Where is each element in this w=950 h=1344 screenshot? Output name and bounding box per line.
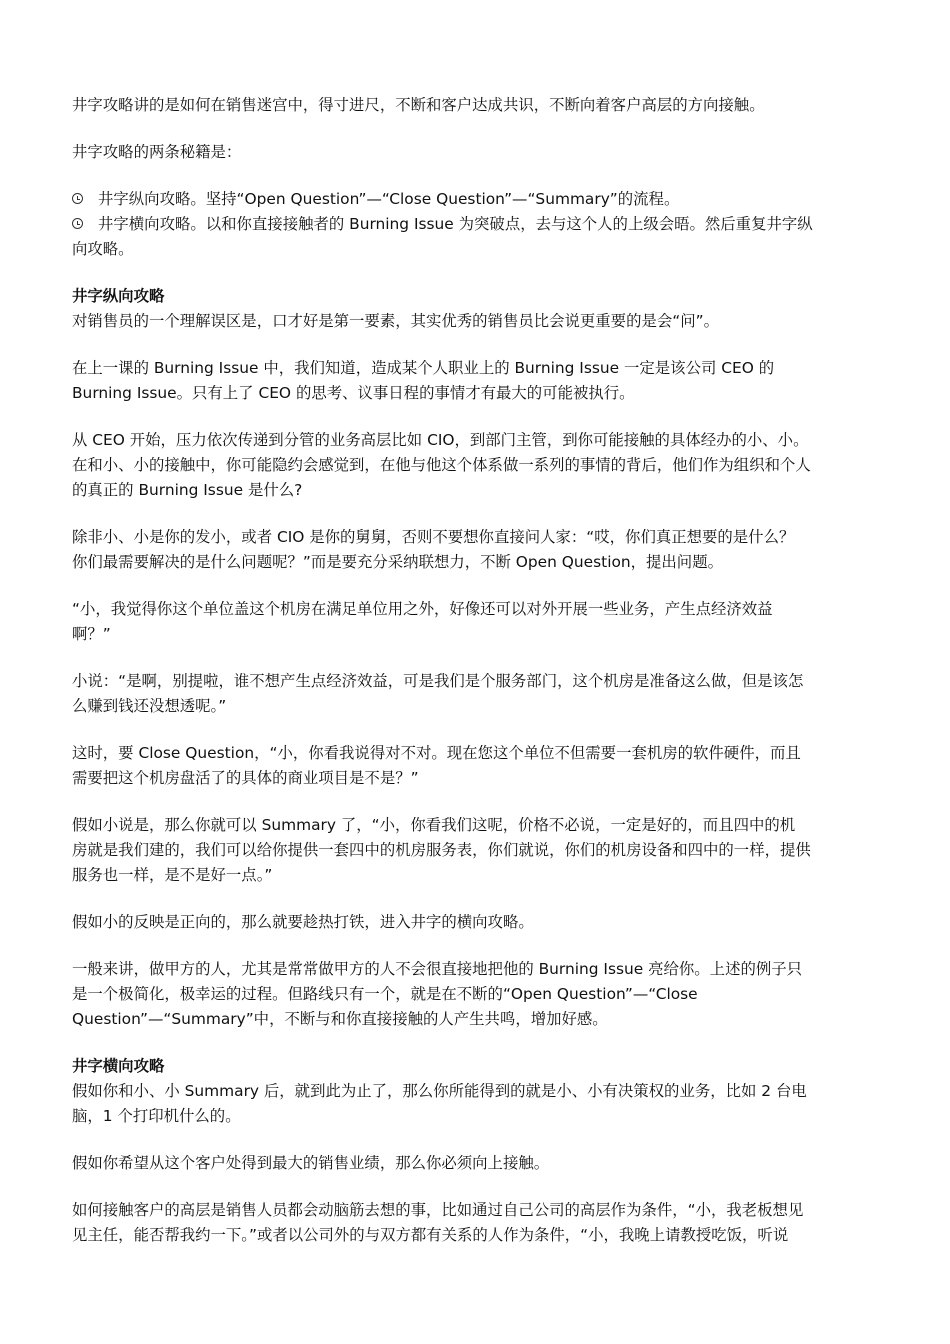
paragraph-line: Burning Issue。只有上了 CEO 的思考、议事日程的事情才有最大的可能被执行。 xyxy=(72,384,635,402)
paragraph-line: 的真正的 Burning Issue 是什么? xyxy=(72,481,303,499)
bullet-text: 井字横向攻略。以和你直接接触者的 Burning Issue 为突破点，去与这个人的上级会晤。然后重复井字纵 xyxy=(98,215,813,233)
clock-icon xyxy=(72,193,83,204)
paragraph-line: 服务也一样，是不是好一点。” xyxy=(72,866,273,884)
bullet-continuation: 向攻略。 xyxy=(72,240,134,258)
paragraph-line: 你们最需要解决的是什么问题呢？”而是要充分采纳联想力，不断 Open Question，提出问题。 xyxy=(72,553,723,571)
paragraph-line: 除非小、小是你的发小，或者 CIO 是你的舅舅，否则不要想你直接问人家：“哎，你们真正想要的是什么？ xyxy=(72,528,795,546)
paragraph-line: 假如小说是，那么你就可以 Summary 了，“小，你看我们这呢，价格不必说，一定是好的，而且四中的机 xyxy=(72,816,796,834)
paragraph-line: 需要把这个机房盘活了的具体的商业项目是不是？” xyxy=(72,769,419,787)
paragraph-secrets-intro: 井字攻略的两条秘籍是： xyxy=(72,143,242,161)
paragraph-line: 么赚到钱还没想透呢。” xyxy=(72,697,227,715)
paragraph: 假如小的反映是正向的，那么就要趁热打铁，进入井字的横向攻略。 xyxy=(72,913,534,931)
paragraph-line: 见主任，能否帮我约一下。”或者以公司外的与双方都有关系的人作为条件，“小，我晚上请教授吃饭，听说 xyxy=(72,1226,789,1244)
paragraph-line: 在和小、小的接触中，你可能隐约会感觉到，在他与他这个体系做一系列的事情的背后，他们作为组织和个人 xyxy=(72,456,811,474)
document-page xyxy=(72,93,880,1248)
section-heading-horizontal: 井字横向攻略 xyxy=(72,1057,165,1075)
secrets-list xyxy=(72,187,880,237)
paragraph-line: 啊？” xyxy=(72,625,111,643)
paragraph-line: “小，我觉得你这个单位盖这个机房在满足单位用之外，好像还可以对外开展一些业务，产生点经济效益 xyxy=(72,600,773,618)
clock-icon xyxy=(72,218,83,229)
paragraph-line: 假如你和小、小 Summary 后，就到此为止了，那么你所能得到的就是小、小有决策权的业务，比如 2 台电 xyxy=(72,1082,807,1100)
paragraph-line: 从 CEO 开始，压力依次传递到分管的业务高层比如 CIO，到部门主管，到你可能接触的具体经办的小、小。 xyxy=(72,431,809,449)
paragraph-line: Question”—“Summary”中，不断与和你直接接触的人产生共鸣，增加好感。 xyxy=(72,1010,608,1028)
section-heading-vertical: 井字纵向攻略 xyxy=(72,287,165,305)
paragraph-line: 是一个极简化，极幸运的过程。但路线只有一个，就是在不断的“Open Question”—“Close xyxy=(72,985,698,1003)
list-item xyxy=(72,187,880,212)
paragraph-line: 如何接触客户的高层是销售人员都会动脑筋去想的事，比如通过自己公司的高层作为条件，“小，我老板想见 xyxy=(72,1201,804,1219)
paragraph-line: 小说：“是啊，别提啦，谁不想产生点经济效益，可是我们是个服务部门，这个机房是准备这么做，但是该怎 xyxy=(72,672,804,690)
paragraph-line: 这时，要 Close Question，“小，你看我说得对不对。现在您这个单位不但需要一套机房的软件硬件，而且 xyxy=(72,744,801,762)
paragraph: 对销售员的一个理解误区是，口才好是第一要素，其实优秀的销售员比会说更重要的是会“问”。 xyxy=(72,312,719,330)
paragraph-line: 房就是我们建的，我们可以给你提供一套四中的机房服务表，你们就说，你们的机房设备和四中的一样，提供 xyxy=(72,841,811,859)
paragraph-line: 一般来讲，做甲方的人，尤其是常常做甲方的人不会很直接地把他的 Burning Issue 亮给你。上述的例子只 xyxy=(72,960,803,978)
bullet-text: 井字纵向攻略。坚持“Open Question”—“Close Question”—“Summary”的流程。 xyxy=(98,190,680,208)
paragraph-intro: 井字攻略讲的是如何在销售迷宫中，得寸进尺，不断和客户达成共识，不断向着客户高层的方向接触。 xyxy=(72,96,765,114)
paragraph: 假如你希望从这个客户处得到最大的销售业绩，那么你必须向上接触。 xyxy=(72,1154,550,1172)
paragraph-line: 脑，1 个打印机什么的。 xyxy=(72,1107,241,1125)
paragraph-line: 在上一课的 Burning Issue 中，我们知道，造成某个人职业上的 Burning Issue 一定是该公司 CEO 的 xyxy=(72,359,775,377)
list-item xyxy=(72,212,880,237)
